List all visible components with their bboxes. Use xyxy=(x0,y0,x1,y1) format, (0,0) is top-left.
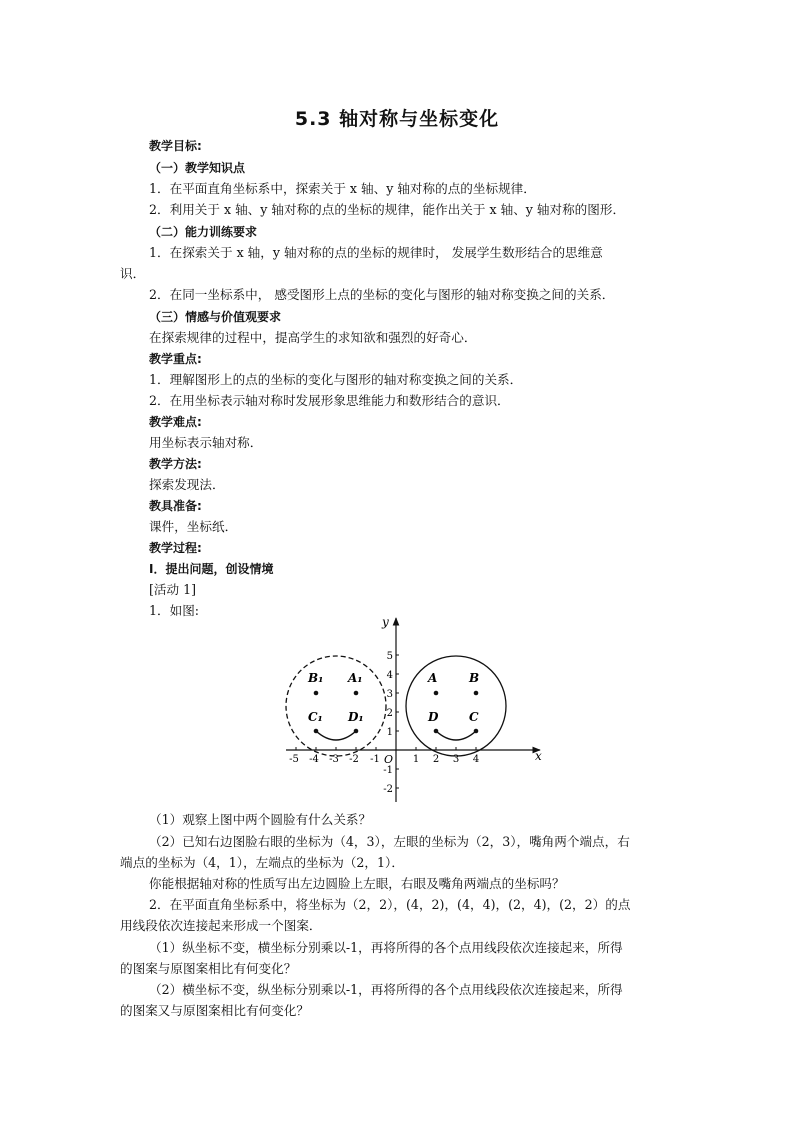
paragraph-line: 用坐标表示轴对称． xyxy=(149,435,263,450)
x-tick-label: 4 xyxy=(472,754,480,765)
paragraph-line: 识． xyxy=(120,266,146,281)
point-label-B1: B₁ xyxy=(308,671,324,685)
heading-key-points: 教学重点: xyxy=(149,352,202,366)
heading-teaching-goals: 教学目标: xyxy=(149,139,202,153)
page-title: 5.3 轴对称与坐标变化 xyxy=(294,108,500,130)
paragraph-line: 1．理解图形上的点的坐标的变化与图形的轴对称变换之间的关系． xyxy=(149,372,523,387)
paragraph-line: 端点的坐标为（4，1），左端点的坐标为（2，1）． xyxy=(120,855,404,870)
point-label-C1: C₁ xyxy=(308,710,323,724)
point-label-D: D xyxy=(428,710,439,724)
x-axis-label: x xyxy=(535,749,542,763)
right-face-mouth xyxy=(436,731,476,740)
point-A1 xyxy=(354,691,359,696)
paragraph-line: （2）已知右边图脸右眼的坐标为（4，3），左眼的坐标为（2，3），嘴角两个端点，右 xyxy=(149,834,630,849)
paragraph-line: （2）横坐标不变，纵坐标分别乘以-1，再将所得的各个点用线段依次连接起来，所得 xyxy=(149,982,623,997)
paragraph-line: （1）观察上图中两个圆脸有什么关系？ xyxy=(149,812,372,827)
paragraph-line: 2．在平面直角坐标系中，将坐标为（2，2），(4，2)，(4，4)，(2，4)，(2，2）的点 xyxy=(149,897,631,912)
subheading-ability: （二）能力训练要求 xyxy=(149,225,258,239)
paragraph-line: 1．如图: xyxy=(149,603,200,618)
paragraph-line: 探索发现法． xyxy=(149,477,225,492)
right-face-circle xyxy=(406,656,506,756)
paragraph-line: 在探索规律的过程中，提高学生的求知欲和强烈的好奇心． xyxy=(149,330,477,345)
x-tick-label: -1 xyxy=(370,754,380,765)
subheading-values: （三）情感与价值观要求 xyxy=(149,310,282,324)
x-tick-label: -5 xyxy=(289,754,299,765)
heading-methods: 教学方法: xyxy=(149,457,202,471)
subheading-part-one: Ⅰ．提出问题，创设情境 xyxy=(149,562,274,576)
left-face-circle xyxy=(286,656,386,756)
point-C xyxy=(474,729,479,734)
point-B xyxy=(474,691,479,696)
y-tick-label: 3 xyxy=(386,689,393,700)
y-tick-label: 5 xyxy=(386,651,393,662)
point-D1 xyxy=(354,729,359,734)
paragraph-line: 你能根据轴对称的性质写出左边圆脸上左眼，右眼及嘴角两端点的坐标吗？ xyxy=(149,876,565,891)
y-axis-label: y xyxy=(382,615,389,629)
point-C1 xyxy=(314,729,319,734)
subheading-knowledge: （一）教学知识点 xyxy=(149,161,246,175)
paragraph-line: 1．在探索关于 x 轴，y 轴对称的点的坐标的规律时， 发展学生数形结合的思维意 xyxy=(149,245,603,260)
y-tick-label: 2 xyxy=(386,708,393,719)
x-tick-label: 1 xyxy=(412,754,420,765)
paragraph-line: 用线段依次连接起来形成一个图案． xyxy=(120,918,322,933)
paragraph-line: 2．在用坐标表示轴对称时发展形象思维能力和数形结合的意识． xyxy=(149,393,510,408)
y-tick-label: -1 xyxy=(383,765,393,776)
x-tick-label: -4 xyxy=(309,754,319,765)
left-face-mouth xyxy=(316,731,356,740)
paragraph-line: 的图案与原图案相比有何变化？ xyxy=(120,961,297,976)
point-label-D1: D₁ xyxy=(348,710,364,724)
y-tick-label: -2 xyxy=(383,784,393,795)
point-B1 xyxy=(314,691,319,696)
x-tick-label: 3 xyxy=(452,754,460,765)
x-tick-label: -3 xyxy=(329,754,339,765)
heading-materials: 教具准备: xyxy=(149,499,202,513)
paragraph-line: 1．在平面直角坐标系中，探索关于 x 轴、y 轴对称的点的坐标规律． xyxy=(149,181,536,196)
paragraph-line: 课件，坐标纸． xyxy=(149,519,238,534)
paragraph-line: （1）纵坐标不变，横坐标分别乘以-1，再将所得的各个点用线段依次连接起来，所得 xyxy=(149,940,623,955)
heading-difficulties: 教学难点: xyxy=(149,415,202,429)
origin-label: O xyxy=(384,753,394,766)
coordinate-figure xyxy=(278,612,548,807)
paragraph-line: 的图案又与原图案相比有何变化？ xyxy=(120,1003,309,1018)
x-tick-label: 2 xyxy=(432,754,440,765)
point-label-A1: A₁ xyxy=(348,671,363,685)
y-tick-label: 1 xyxy=(386,727,393,738)
heading-process: 教学过程: xyxy=(149,541,202,555)
point-D xyxy=(434,729,439,734)
point-label-B: B xyxy=(469,671,480,685)
paragraph-line: 2．在同一坐标系中， 感受图形上点的坐标的变化与图形的轴对称变换之间的关系． xyxy=(149,287,615,302)
point-label-C: C xyxy=(469,710,479,724)
point-A xyxy=(434,691,439,696)
x-tick-label: -2 xyxy=(349,754,359,765)
point-label-A: A xyxy=(428,671,438,685)
activity-label: [活动 1] xyxy=(149,582,197,597)
y-tick-label: 4 xyxy=(386,670,393,681)
paragraph-line: 2．利用关于 x 轴、y 轴对称的点的坐标的规律，能作出关于 x 轴、y 轴对称的图形． xyxy=(149,202,626,217)
